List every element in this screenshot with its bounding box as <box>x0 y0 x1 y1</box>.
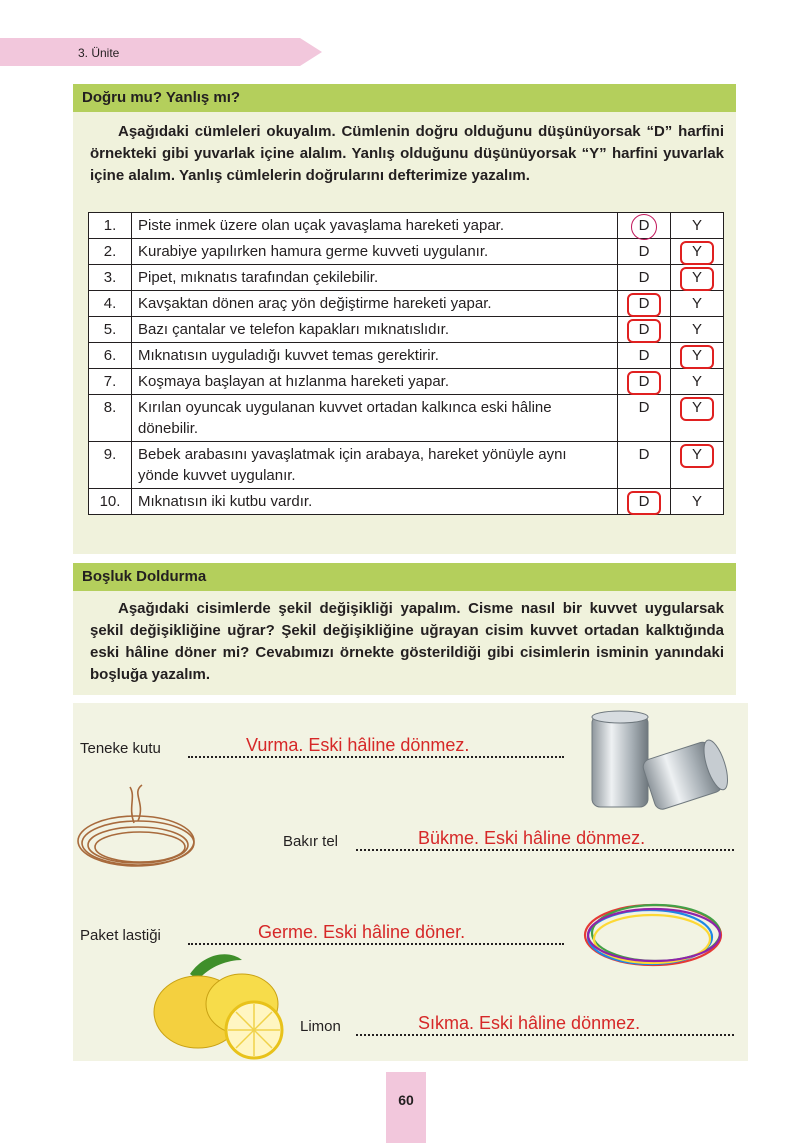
option-false[interactable] <box>671 395 724 442</box>
row-number: 5. <box>89 317 132 343</box>
option-false[interactable] <box>671 317 724 343</box>
item-label-rubber-band: Paket lastiği <box>80 927 161 944</box>
item-label-can: Teneke kutu <box>80 740 161 757</box>
option-letter: Y <box>691 347 702 364</box>
option-true[interactable] <box>618 442 671 489</box>
option-letter: Y <box>691 295 702 312</box>
copper-wire-illustration <box>76 783 200 887</box>
table-row <box>89 317 724 343</box>
table-row <box>89 442 724 489</box>
option-letter: D <box>638 373 650 390</box>
table-row <box>89 369 724 395</box>
option-true[interactable] <box>618 489 671 515</box>
option-letter: Y <box>691 243 702 260</box>
statement-text: Kurabiye yapılırken hamura germe kuvveti uygulanır. <box>132 239 618 265</box>
option-letter: Y <box>691 373 702 390</box>
unit-label: 3. Ünite <box>78 46 120 60</box>
table-row <box>89 265 724 291</box>
option-letter: Y <box>691 493 702 510</box>
option-false[interactable] <box>671 369 724 395</box>
table-row <box>89 291 724 317</box>
option-letter: D <box>638 269 650 286</box>
rubber-bands-illustration <box>578 895 728 975</box>
option-false[interactable] <box>671 442 724 489</box>
statement-text: Kavşaktan dönen araç yön değiştirme hareketi yapar. <box>132 291 618 317</box>
option-letter: D <box>638 446 650 463</box>
table-row <box>89 489 724 515</box>
option-letter: D <box>638 399 650 416</box>
option-letter: D <box>638 493 650 510</box>
option-true[interactable] <box>618 213 671 239</box>
row-number: 7. <box>89 369 132 395</box>
option-false[interactable] <box>671 213 724 239</box>
statement-text: Koşmaya başlayan at hızlanma hareketi yapar. <box>132 369 618 395</box>
option-false[interactable] <box>671 489 724 515</box>
table-row <box>89 213 724 239</box>
option-true[interactable] <box>618 265 671 291</box>
statement-text: Piste inmek üzere olan uçak yavaşlama hareketi yapar. <box>132 213 618 239</box>
table-row <box>89 395 724 442</box>
option-false[interactable] <box>671 291 724 317</box>
option-letter: D <box>638 243 650 260</box>
option-letter: Y <box>691 399 702 416</box>
option-letter: D <box>638 347 650 364</box>
option-letter: D <box>638 321 650 338</box>
answer-can: Vurma. Eski hâline dönmez. <box>246 735 470 755</box>
option-true[interactable] <box>618 317 671 343</box>
statement-text: Bazı çantalar ve telefon kapakları mıknatıslıdır. <box>132 317 618 343</box>
row-number: 9. <box>89 442 132 489</box>
answer-wire: Bükme. Eski hâline dönmez. <box>418 828 646 848</box>
row-number: 10. <box>89 489 132 515</box>
statement-text: Kırılan oyuncak uygulanan kuvvet ortadan kalkınca eski hâline dönebilir. <box>132 395 618 442</box>
true-false-title: Doğru mu? Yanlış mı? <box>73 84 736 112</box>
statement-text: Bebek arabasını yavaşlatmak için arabaya, hareket yönüyle aynı yönde kuvvet uygulanır. <box>132 442 618 489</box>
option-true[interactable] <box>618 239 671 265</box>
row-number: 1. <box>89 213 132 239</box>
row-number: 3. <box>89 265 132 291</box>
option-letter: Y <box>691 321 702 338</box>
unit-tab-arrow <box>300 38 322 66</box>
statement-text: Pipet, mıknatıs tarafından çekilebilir. <box>132 265 618 291</box>
lemon-illustration <box>150 950 292 1060</box>
option-letter: D <box>638 295 650 312</box>
tin-can-illustration <box>580 707 730 817</box>
answer-lemon: Sıkma. Eski hâline dönmez. <box>418 1013 641 1033</box>
true-false-table <box>88 212 724 515</box>
option-false[interactable] <box>671 239 724 265</box>
option-letter: Y <box>691 217 702 234</box>
answer-rubber-band: Germe. Eski hâline döner. <box>258 922 466 942</box>
option-letter: D <box>638 217 650 234</box>
item-label-lemon: Limon <box>300 1018 341 1035</box>
row-number: 6. <box>89 343 132 369</box>
row-number: 2. <box>89 239 132 265</box>
page-number: 60 <box>398 1092 414 1108</box>
option-true[interactable] <box>618 343 671 369</box>
row-number: 4. <box>89 291 132 317</box>
option-letter: Y <box>691 446 702 463</box>
true-false-instructions: Aşağıdaki cümleleri okuyalım. Cümlenin doğru olduğunu düşünüyorsak “D” harfini örnekteki gibi yuvarlak içine alalım. Yanlış olduğunu düşünüyorsak “Y” harfini yuvarlak içine alalım. Yanlış cümlelerin doğrularını defterimize yazalım. <box>90 123 724 184</box>
row-number: 8. <box>89 395 132 442</box>
option-true[interactable] <box>618 291 671 317</box>
item-label-wire: Bakır tel <box>283 833 339 850</box>
fill-blank-title: Boşluk Doldurma <box>73 563 736 591</box>
fill-blank-instructions: Aşağıdaki cisimlerde şekil değişikliği yapalım. Cisme nasıl bir kuvvet uygularsak şekil değişikliğine uğrar? Şekil değişikliğine uğrayan cisim kuvvet ortadan kalktığında eski hâline döner mi? Cevabımızı örnekte gösterildiği gibi cisimlerin isminin yanındaki boşluğa yazalım. <box>90 600 724 683</box>
option-true[interactable] <box>618 395 671 442</box>
statement-text: Mıknatısın iki kutbu vardır. <box>132 489 618 515</box>
option-letter: Y <box>691 269 702 286</box>
table-row <box>89 343 724 369</box>
statement-text: Mıknatısın uyguladığı kuvvet temas gerektirir. <box>132 343 618 369</box>
option-false[interactable] <box>671 343 724 369</box>
option-true[interactable] <box>618 369 671 395</box>
table-row <box>89 239 724 265</box>
unit-tab <box>0 38 300 66</box>
option-false[interactable] <box>671 265 724 291</box>
